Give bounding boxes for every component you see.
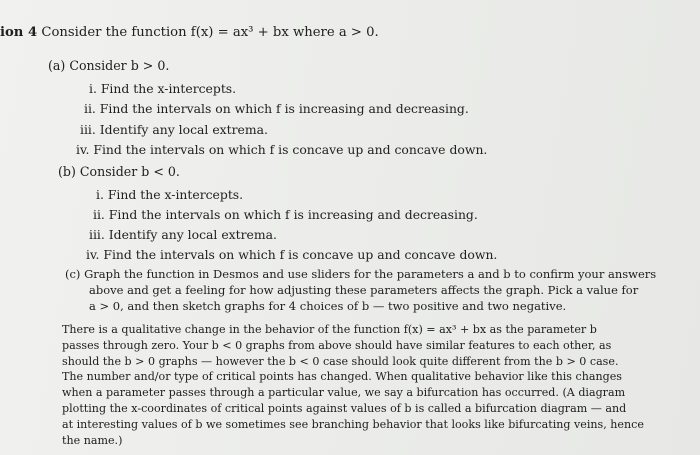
part-b-item-2: ii. Find the intervals on which f is increasing and decreasing.	[93, 207, 478, 222]
note-line-4: The number and/or type of critical points has changed. When qualitative behavior like this changes	[62, 370, 623, 384]
part-b-item-4: iv. Find the intervals on which f is concave up and concave down.	[86, 247, 498, 262]
question-header	[0, 25, 379, 40]
part-a-label: (a) Consider b > 0.	[48, 58, 170, 73]
part-a-item-3: iii. Identify any local extrema.	[80, 122, 268, 137]
note-line-8: the name.)	[62, 433, 123, 447]
part-b-item-3: iii. Identify any local extrema.	[89, 227, 277, 242]
part-a-item-4: iv. Find the intervals on which f is concave up and concave down.	[76, 142, 488, 157]
part-c-line-3: a > 0, and then sketch graphs for 4 choices of b — two positive and two negative.	[89, 299, 567, 313]
note-line-2: passes through zero. Your b < 0 graphs from above should have similar features to each other, as	[62, 338, 612, 352]
bifurcation-note	[62, 322, 644, 448]
part-c-block	[65, 266, 656, 314]
part-a-item-2: ii. Find the intervals on which f is increasing and decreasing.	[84, 101, 469, 116]
part-b-label: (b) Consider b < 0.	[58, 164, 180, 179]
part-b-item-1: i. Find the x-intercepts.	[96, 187, 244, 202]
part-a-item-1: i. Find the x-intercepts.	[89, 81, 237, 96]
question-number: ion 4	[0, 25, 38, 40]
note-line-1: There is a qualitative change in the behavior of the function f(x) = ax³ + bx as the parameter b	[62, 323, 597, 336]
part-c-line-2: above and get a feeling for how adjusting these parameters affects the graph. Pick a value for	[89, 283, 639, 297]
note-line-5: when a parameter passes through a particular value, we say a bifurcation has occurred. (A diagram	[62, 386, 626, 400]
part-c-line-1: (c) Graph the function in Desmos and use sliders for the parameters a and b to confirm your answers	[65, 267, 657, 281]
note-line-7: at interesting values of b we sometimes see branching behavior that looks like bifurcating veins, hence	[62, 417, 644, 431]
note-line-6: plotting the x-coordinates of critical points against values of b is called a bifurcation diagram — and	[62, 401, 627, 415]
question-stem: Consider the function f(x) = ax³ + bx where a > 0.	[41, 25, 379, 40]
note-line-3: should the b > 0 graphs — however the b < 0 case should look quite different from the b > 0 case.	[62, 354, 619, 368]
